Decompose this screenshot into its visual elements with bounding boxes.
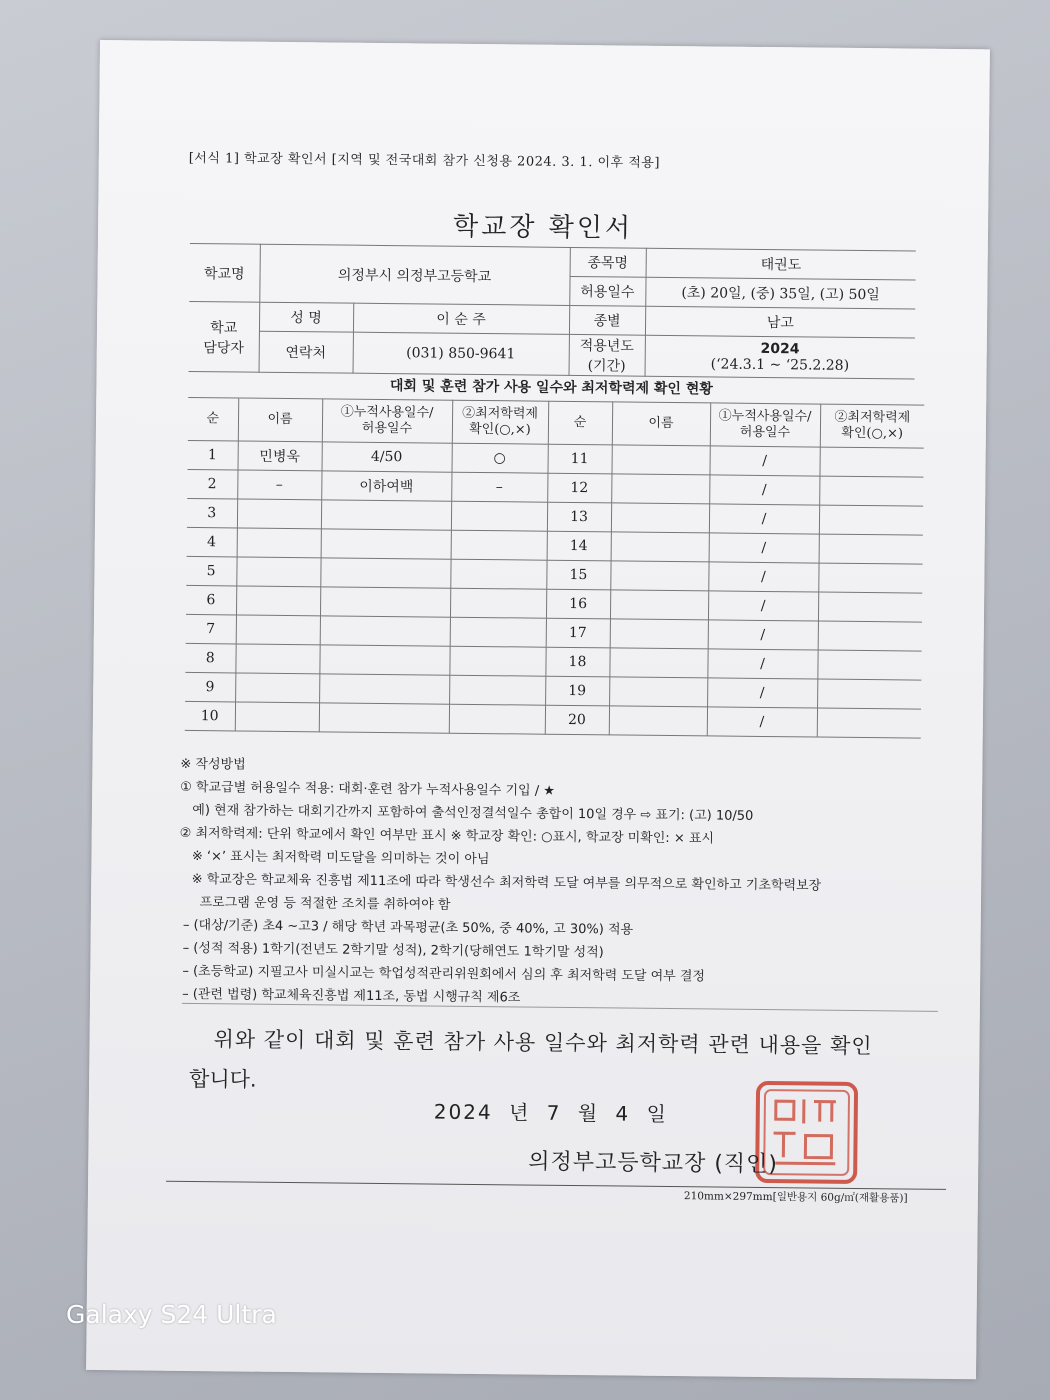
sport-value: 태권도 [646, 248, 916, 280]
instruction-line: ② 최저학력제: 단위 학교에서 확인 여부만 표시 ※ 학교장 확인: ○표시, 학교장 미확인: × 표시 [179, 825, 715, 847]
principal-signature: 의정부고등학교장 (직인) [528, 1149, 779, 1178]
staff-label-line1: 학교 [210, 319, 238, 336]
row-no-right: 19 [545, 676, 609, 706]
header-no-right: 순 [548, 401, 612, 445]
row-min-right [819, 447, 923, 477]
issue-date: 2024 년 7 월 4 일 [433, 1099, 669, 1127]
row-days [319, 645, 449, 675]
paper-spec: 210mm×297mm[일반용지 60g/㎡(재활용품)] [683, 1190, 908, 1205]
row-days [319, 674, 449, 704]
row-name-right [611, 503, 709, 533]
row-name-right [610, 619, 708, 649]
row-no-right: 16 [546, 589, 610, 619]
row-days-right: / [709, 475, 819, 505]
row-name [236, 586, 320, 616]
school-value: 의정부시 의정부고등학교 [259, 244, 570, 305]
year-value-cell [645, 335, 915, 379]
row-days [320, 558, 450, 588]
row-no-right: 11 [547, 444, 611, 474]
header-min [452, 400, 548, 444]
header-days-right-line1: ①누적사용일수/ [718, 408, 812, 425]
staff-label [189, 301, 260, 372]
row-min-right [818, 592, 922, 622]
confirmation-line2: 합니다. [188, 1066, 257, 1092]
staff-label-line2: 담당자 [203, 339, 244, 357]
header-min-right-line1: ②최저학력제 [834, 409, 911, 426]
instruction-line: 프로그램 운영 등 적절한 조치를 취하여야 함 [178, 894, 451, 913]
row-days: 4/50 [322, 442, 452, 472]
row-name-right [611, 445, 709, 475]
contact-label: 연락처 [259, 331, 353, 373]
writing-instructions [178, 753, 961, 1014]
row-name [236, 615, 320, 645]
instruction-line: – (초등학교) 지필고사 미실시교는 학업성적관리위원회에서 심의 후 최저학력 도달 여부 결정 [178, 963, 706, 985]
row-days [320, 616, 450, 646]
row-min: ○ [451, 443, 547, 473]
row-name [235, 644, 319, 674]
row-days-right: / [707, 649, 817, 679]
row-days-right: / [709, 504, 819, 534]
row-days-right: / [709, 533, 819, 563]
row-no: 2 [187, 469, 237, 499]
row-no: 4 [187, 527, 237, 557]
row-no: 5 [186, 556, 236, 586]
participation-table [185, 397, 924, 739]
year-period: (‘24.3.1 ~ ‘25.2.28) [710, 356, 850, 374]
summary-title: 대회 및 훈련 참가 사용 일수와 최저학력제 확인 현황 [389, 378, 713, 398]
row-no: 10 [185, 701, 235, 731]
header-name: 이름 [238, 398, 322, 442]
row-days [321, 500, 451, 530]
allowed-days-label: 허용일수 [569, 276, 645, 306]
header-min-right-line2: 확인(○,×) [841, 425, 904, 442]
year-value: 2024 [760, 340, 800, 358]
form-header-note: [서식 1] 학교장 확인서 [지역 및 전국대회 참가 신청용 2024. 3. 1. 이후 적용] [188, 150, 661, 171]
row-min-right [819, 476, 923, 506]
header-no: 순 [188, 397, 238, 441]
row-name-right [611, 474, 709, 504]
row-min [450, 617, 546, 647]
row-name [237, 528, 321, 558]
header-days-right [710, 403, 820, 447]
row-min-right [817, 708, 921, 738]
table-header-row [188, 397, 924, 448]
row-no: 8 [185, 643, 235, 673]
instruction-line: – (성적 적용) 1학기(전년도 2학기말 성적), 2학기(당해연도 1학기말 성적) [178, 940, 604, 961]
sport-label: 종목명 [570, 247, 646, 277]
row-no-right: 13 [547, 502, 611, 532]
row-no-right: 15 [546, 560, 610, 590]
row-name-right [609, 706, 707, 736]
gender-label: 종별 [569, 305, 645, 335]
row-min [450, 588, 546, 618]
row-min [450, 559, 546, 589]
row-no: 1 [188, 440, 238, 470]
header-days-line2: 허용일수 [361, 420, 413, 437]
row-min [449, 675, 545, 705]
row-days-right: / [707, 678, 817, 708]
header-name-right: 이름 [612, 402, 710, 446]
row-name-right [610, 561, 708, 591]
row-name [237, 499, 321, 529]
row-name [235, 702, 319, 732]
document-title: 학교장 확인서 [452, 211, 634, 244]
name-label: 성 명 [259, 302, 353, 332]
instruction-line: – (관련 법령) 학교체육진흥법 제11조, 동법 시행규칙 제6조 [177, 986, 521, 1006]
row-days-right: / [709, 446, 819, 476]
header-days-line1: ①누적사용일수/ [340, 404, 434, 421]
year-label-line1: 적용년도 [579, 338, 634, 355]
row-days [319, 703, 449, 733]
row-min [449, 704, 545, 734]
header-days [322, 399, 452, 443]
row-days [321, 529, 451, 559]
header-min-line1: ②최저학력제 [462, 405, 539, 422]
gender-value: 남고 [645, 306, 915, 338]
allowed-days-value: (초) 20일, (중) 35일, (고) 50일 [645, 277, 915, 309]
row-no-right: 20 [545, 705, 609, 735]
instruction-line: ※ 작성방법 [180, 756, 246, 773]
camera-watermark: Galaxy S24 Ultra [66, 1300, 277, 1329]
row-no: 7 [186, 614, 236, 644]
row-days-right: / [708, 620, 818, 650]
instruction-line: – (대상/기준) 초4 ~고3 / 해당 학년 과목평균(초 50%, 중 40%, 고 30%) 적용 [178, 917, 634, 938]
row-name-right [611, 532, 709, 562]
header-min-right [820, 404, 924, 448]
school-info-table [189, 243, 916, 380]
row-min-right [818, 563, 922, 593]
name-value: 이 순 주 [353, 303, 569, 334]
header-min-line2: 확인(○,×) [469, 421, 531, 438]
instruction-line: ※ 학교장은 학교체육 진흥법 제11조에 따라 학생선수 최저학력 도달 여부를 의무적으로 확인하고 기초학력보장 [179, 871, 822, 894]
row-min [451, 530, 547, 560]
row-no-right: 12 [547, 473, 611, 503]
row-min-right [819, 505, 923, 535]
row-days-right: / [708, 562, 818, 592]
header-days-right-line2: 허용일수 [739, 424, 791, 441]
row-min: – [451, 472, 547, 502]
row-no-right: 14 [547, 531, 611, 561]
row-days: 이하여백 [321, 471, 451, 501]
row-no-right: 18 [545, 647, 609, 677]
row-name: 민병욱 [238, 441, 322, 471]
row-min [449, 646, 545, 676]
row-name [235, 673, 319, 703]
row-days [320, 587, 450, 617]
confirmation-line1: 위와 같이 대회 및 훈련 참가 사용 일수와 최저학력 관련 내용을 확인 [213, 1027, 873, 1059]
row-name-right [609, 648, 707, 678]
row-no: 9 [185, 672, 235, 702]
row-min [451, 501, 547, 531]
row-days-right: / [707, 707, 817, 737]
row-name-right [610, 590, 708, 620]
row-min-right [817, 679, 921, 709]
instruction-line: ※ ‘×’ 표시는 최저학력 미도달을 의미하는 것이 아님 [179, 848, 490, 868]
year-label-line2: (기간) [587, 358, 626, 375]
school-label: 학교명 [189, 243, 260, 302]
row-days-right: / [708, 591, 818, 621]
instruction-line: ① 학교급별 허용일수 적용: 대회·훈련 참가 누적사용일수 기입 / ★ [180, 779, 556, 799]
row-name: – [237, 470, 321, 500]
year-label [569, 334, 645, 376]
row-no: 6 [186, 585, 236, 615]
row-no: 3 [187, 498, 237, 528]
contact-value: (031) 850-9641 [353, 332, 569, 375]
row-name [236, 557, 320, 587]
row-min-right [817, 650, 921, 680]
row-name-right [609, 677, 707, 707]
row-min-right [818, 621, 922, 651]
instruction-line: 예) 현재 참가하는 대회기간까지 포함하여 출석인정결석일수 총합이 10일 경우 ⇨ 표기: (고) 10/50 [179, 802, 754, 824]
row-min-right [819, 534, 923, 564]
document-page [86, 40, 990, 1379]
row-no-right: 17 [546, 618, 610, 648]
